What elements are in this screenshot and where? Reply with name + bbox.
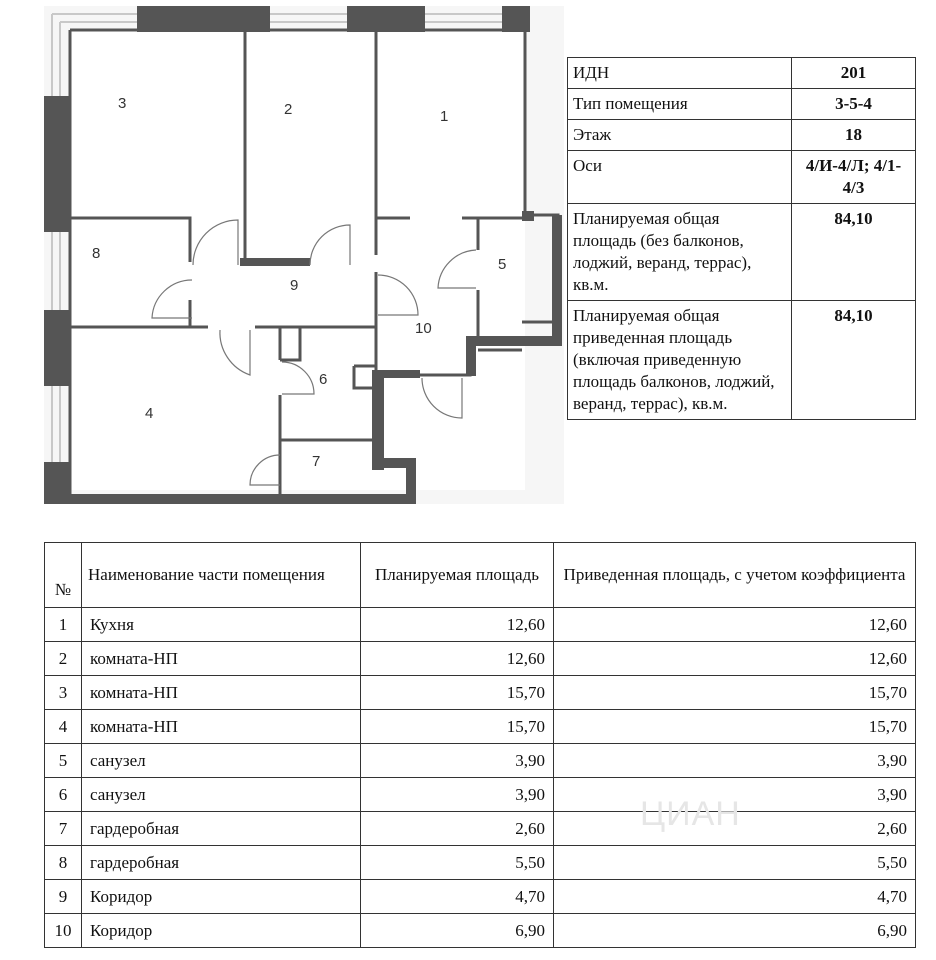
cell-number: 2	[45, 642, 82, 676]
info-label: Оси	[568, 151, 792, 204]
info-value: 84,10	[792, 301, 916, 420]
cell-area: 12,60	[361, 642, 554, 676]
header-number: №	[45, 543, 82, 608]
table-row	[45, 812, 916, 846]
room-label: 2	[284, 101, 293, 118]
cell-name: гардеробная	[82, 812, 361, 846]
table-row	[45, 642, 916, 676]
room-label: 7	[312, 453, 321, 470]
info-value: 18	[792, 120, 916, 151]
table-row	[45, 744, 916, 778]
cell-name: комната-НП	[82, 676, 361, 710]
cell-number: 7	[45, 812, 82, 846]
table-row	[45, 778, 916, 812]
room-label: 1	[440, 108, 449, 125]
info-value: 3-5-4	[792, 89, 916, 120]
info-value: 201	[792, 58, 916, 89]
cell-name: санузел	[82, 778, 361, 812]
cell-area: 4,70	[361, 880, 554, 914]
room-label: 5	[498, 256, 507, 273]
cell-area: 2,60	[361, 812, 554, 846]
cell-reduced-area: 5,50	[554, 846, 916, 880]
cell-name: гардеробная	[82, 846, 361, 880]
cell-reduced-area: 3,90	[554, 778, 916, 812]
info-row	[568, 120, 916, 151]
info-row	[568, 301, 916, 420]
cell-reduced-area: 15,70	[554, 710, 916, 744]
header-name: Наименование части помещения	[82, 543, 361, 608]
cell-number: 4	[45, 710, 82, 744]
info-label: Тип помещения	[568, 89, 792, 120]
cell-number: 8	[45, 846, 82, 880]
info-label: Планируемая общая площадь (без балконов, лоджий, веранд, террас), кв.м.	[568, 204, 792, 301]
cell-area: 5,50	[361, 846, 554, 880]
info-label: Планируемая общая приведенная площадь (включая приведенную площадь балконов, лоджий, веранд, террас), кв.м.	[568, 301, 792, 420]
room-label: 9	[290, 277, 299, 294]
room-label: 8	[92, 245, 101, 262]
room-label: 3	[118, 95, 127, 112]
table-header-row	[45, 543, 916, 608]
cell-reduced-area: 6,90	[554, 914, 916, 948]
info-value: 4/И-4/Л; 4/1-4/3	[792, 151, 916, 204]
info-row	[568, 89, 916, 120]
cell-number: 6	[45, 778, 82, 812]
cell-number: 5	[45, 744, 82, 778]
info-label: ИДН	[568, 58, 792, 89]
room-label: 4	[145, 405, 154, 422]
info-row	[568, 58, 916, 89]
room-label: 10	[415, 320, 432, 337]
cell-reduced-area: 12,60	[554, 608, 916, 642]
rooms-table	[44, 542, 916, 948]
apartment-info-table	[567, 57, 916, 420]
cell-area: 12,60	[361, 608, 554, 642]
cell-area: 3,90	[361, 744, 554, 778]
cell-reduced-area: 15,70	[554, 676, 916, 710]
cell-area: 15,70	[361, 710, 554, 744]
cell-number: 3	[45, 676, 82, 710]
info-value: 84,10	[792, 204, 916, 301]
cell-name: Кухня	[82, 608, 361, 642]
table-row	[45, 676, 916, 710]
table-row	[45, 608, 916, 642]
table-row	[45, 710, 916, 744]
cell-number: 9	[45, 880, 82, 914]
info-row	[568, 151, 916, 204]
header-reduced-area: Приведенная площадь, с учетом коэффициента	[554, 543, 916, 608]
table-row	[45, 880, 916, 914]
cell-reduced-area: 2,60	[554, 812, 916, 846]
cell-reduced-area: 4,70	[554, 880, 916, 914]
info-label: Этаж	[568, 120, 792, 151]
room-label: 6	[319, 371, 328, 388]
cell-reduced-area: 3,90	[554, 744, 916, 778]
cell-area: 3,90	[361, 778, 554, 812]
cell-reduced-area: 12,60	[554, 642, 916, 676]
info-row	[568, 204, 916, 301]
cell-area: 6,90	[361, 914, 554, 948]
table-row	[45, 914, 916, 948]
cell-name: санузел	[82, 744, 361, 778]
header-area: Планируемая площадь	[361, 543, 554, 608]
floor-plan	[0, 0, 570, 510]
cell-name: Коридор	[82, 914, 361, 948]
cell-number: 10	[45, 914, 82, 948]
cell-name: Коридор	[82, 880, 361, 914]
table-row	[45, 846, 916, 880]
cell-name: комната-НП	[82, 642, 361, 676]
cell-name: комната-НП	[82, 710, 361, 744]
cell-number: 1	[45, 608, 82, 642]
watermark: ЦИАН	[640, 795, 741, 833]
cell-area: 15,70	[361, 676, 554, 710]
